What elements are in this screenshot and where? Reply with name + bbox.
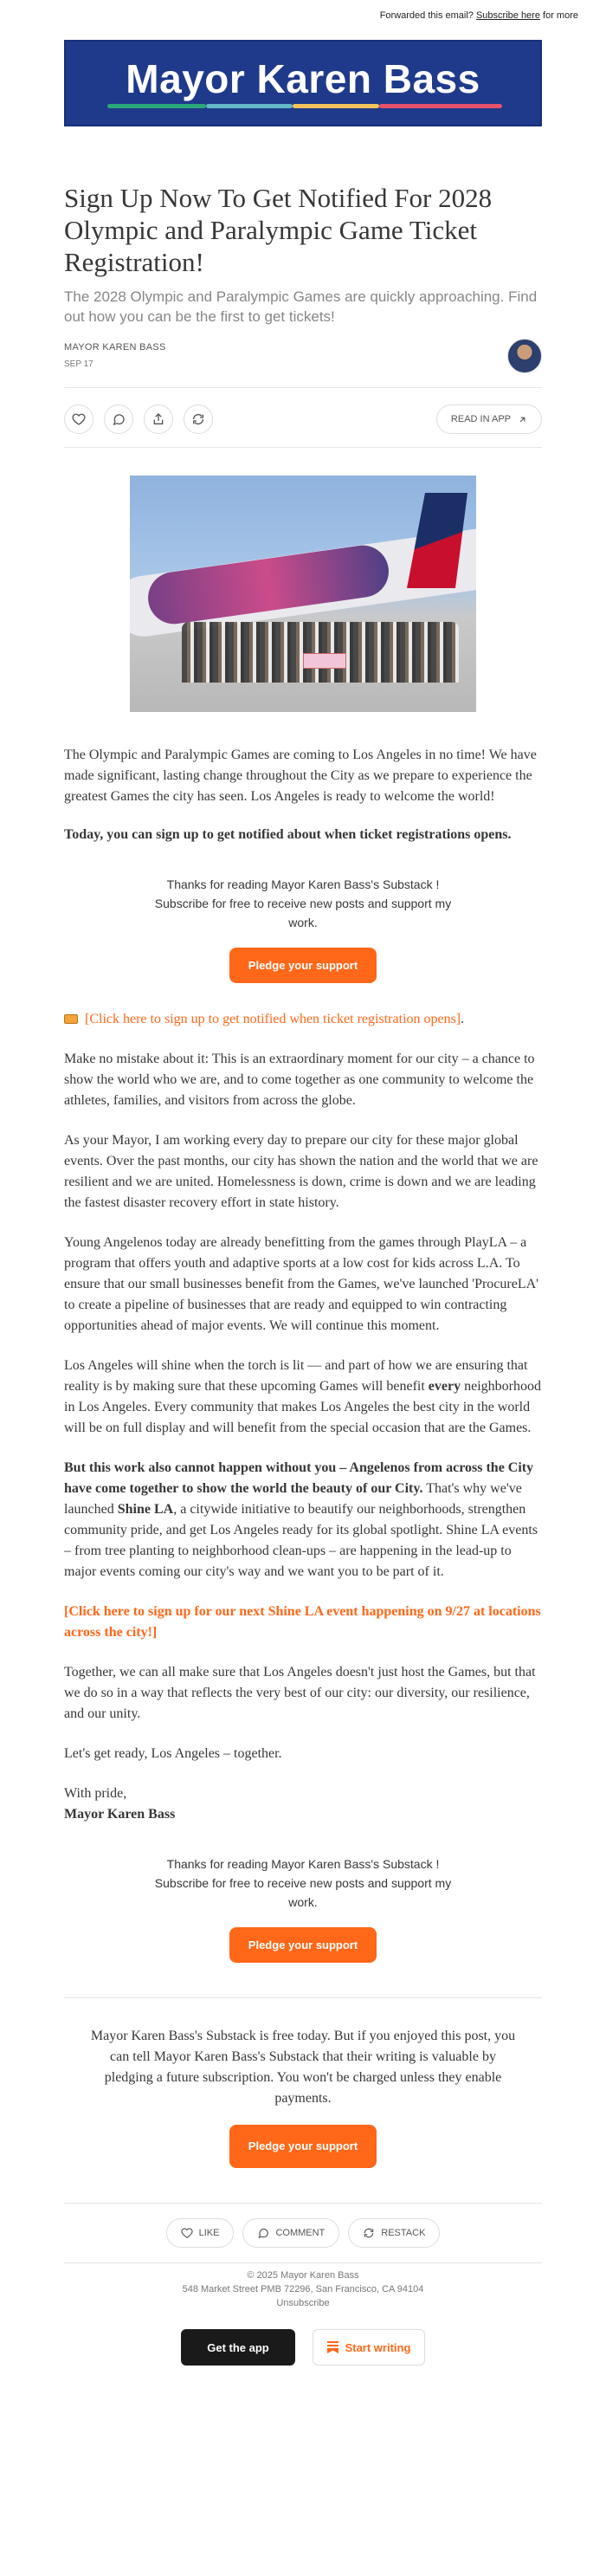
read-in-app-label: READ IN APP	[450, 414, 511, 424]
restack-button[interactable]	[184, 405, 213, 434]
ticket-link-period: .	[461, 1012, 465, 1026]
paragraph-shine-la-a: That's why we've launched	[64, 1481, 522, 1517]
paragraph-shine-la-name: Shine LA	[117, 1502, 174, 1517]
subscribe-cta-bottom	[64, 1854, 542, 1963]
shine-la-link-line	[64, 1602, 542, 1643]
forward-suffix: for more	[543, 10, 578, 21]
paragraph-mayor: As your Mayor, I am working every day to prepare our city for these major global events. Over the past months, our city has shown the nation and the world that we are resilient and we are united. Homelessness is down, crime is down and we are leading the fastest disaster recovery effort in state history.	[64, 1133, 538, 1210]
banner-stripe-yellow	[293, 104, 379, 108]
banner-stripe-teal	[206, 104, 293, 108]
restack-pill-button[interactable]	[348, 2218, 440, 2248]
paragraph-signup-callout: Today, you can sign up to get notified about when ticket registrations opens.	[64, 827, 512, 842]
paragraph-shine	[64, 1356, 542, 1439]
arrow-up-right-icon	[518, 415, 527, 424]
subscribe-cta	[64, 875, 542, 983]
get-app-button[interactable]	[181, 2329, 295, 2366]
paragraph-intro: The Olympic and Paralympic Games are coming to Los Angeles in no time! We have made significant, lasting change throughout the City as we prepare to experience the greatest Games the city has seen. Los Angeles is ready to welcome the world!	[64, 748, 537, 804]
forward-bar	[0, 0, 606, 35]
signature-closing: With pride,	[64, 1786, 127, 1801]
cta-text-bottom: Thanks for reading Mayor Karen Bass's Substack ! Subscribe for free to receive new posts and support my work.	[154, 1857, 452, 1909]
comment-icon	[257, 2227, 269, 2239]
comment-button[interactable]	[104, 405, 133, 434]
read-in-app-button[interactable]	[436, 405, 542, 434]
like-button[interactable]	[64, 405, 93, 434]
banner-title: Mayor Karen Bass	[126, 56, 480, 101]
share-button[interactable]	[144, 405, 173, 434]
restack-label: RESTACK	[381, 2228, 426, 2238]
footer-address: 548 Market Street PMB 72296, San Francisco, CA 94104	[182, 2284, 424, 2294]
restack-icon	[363, 2227, 375, 2239]
signature-name: Mayor Karen Bass	[64, 1807, 176, 1822]
shine-la-event-link[interactable]: [Click here to sign up for our next Shine LA event happening on 9/27 at locations across the city!]	[64, 1604, 541, 1640]
comment-label: COMMENT	[275, 2228, 326, 2238]
paragraph-together: Together, we can all make sure that Los Angeles doesn't just host the Games, but that we do so in a way that reflects the very best of our city: our diversity, our resilience, and our unity.	[64, 1665, 536, 1721]
comment-icon	[112, 412, 126, 426]
paragraph-shine-la	[64, 1458, 542, 1582]
footer-pledge	[64, 2026, 542, 2168]
footer-pledge-button[interactable]: Pledge your support	[229, 2125, 377, 2168]
header-banner[interactable]	[64, 40, 542, 126]
email-footer	[64, 2269, 542, 2310]
paragraph-shine-la-c: , a citywide initiative to beautify our neighborhoods, strengthen community pride, and get Los Angeles ready for its global spotlight. Shine LA events – from tree planting to neighborhood clean-ups – are happening in the lead-up to major events coming our city's way and we want you to be part of it.	[64, 1502, 538, 1579]
unsubscribe-link[interactable]: Unsubscribe	[276, 2298, 330, 2308]
banner-stripe-green	[107, 104, 206, 108]
photo-crowd	[182, 622, 459, 683]
app-buttons	[64, 2329, 542, 2366]
paragraph-moment: Make no mistake about it: This is an extraordinary moment for our city – a chance to show the world who we are, and to come together as one community to welcome the athletes, families, and visitors from across the globe.	[64, 1052, 535, 1108]
cta-text: Thanks for reading Mayor Karen Bass's Substack ! Subscribe for free to receive new posts and support my work.	[154, 877, 452, 929]
content-column	[64, 40, 542, 2366]
banner-stripe-pink	[379, 104, 502, 108]
post-date: SEP 17	[64, 359, 93, 369]
hero-photo[interactable]	[130, 476, 476, 712]
get-app-label: Get the app	[207, 2340, 269, 2354]
like-label: LIKE	[198, 2228, 220, 2238]
author-name[interactable]: MAYOR KAREN BASS	[64, 342, 166, 353]
ticket-icon	[64, 1014, 78, 1024]
post-title[interactable]: Sign Up Now To Get Notified For 2028 Olympic and Paralympic Game Ticket Registration!	[64, 183, 493, 277]
footer-pledge-text: Mayor Karen Bass's Substack is free today. But if you enjoyed this post, you can tell Mayor Karen Bass's Substack that their writing is valuable by pledging a future subscription. You won't be charged unless they enable payments.	[90, 2029, 516, 2106]
restack-icon	[191, 412, 205, 426]
pledge-button-bottom[interactable]: Pledge your support	[229, 1927, 377, 1963]
paragraph-shine-c: neighborhood in Los Angeles. Every community that makes Los Angeles the best city in the world will be on full display and will benefit from the special occasion that are the Games.	[64, 1379, 541, 1435]
section-divider	[64, 1997, 542, 1998]
reactions-bar	[64, 2203, 542, 2263]
paragraph-shine-every: every	[428, 1379, 461, 1394]
subscribe-link[interactable]: Subscribe here	[475, 10, 540, 21]
start-writing-button[interactable]	[313, 2329, 425, 2366]
post-subtitle: The 2028 Olympic and Paralympic Games are quickly approaching. Find out how you can be the first to get tickets!	[64, 288, 538, 325]
footer-copyright: © 2025 Mayor Karen Bass	[247, 2270, 359, 2281]
post-actions-bar	[64, 387, 542, 448]
paragraph-get-ready: Let's get ready, Los Angeles – together.	[64, 1746, 282, 1761]
signature	[64, 1783, 542, 1825]
heart-icon	[181, 2227, 193, 2239]
forward-prefix: Forwarded this email?	[379, 10, 474, 21]
share-icon	[152, 412, 165, 426]
pledge-button[interactable]: Pledge your support	[229, 948, 377, 983]
comment-pill-button[interactable]	[242, 2218, 339, 2248]
paragraph-shine-la-bold: But this work also cannot happen without you – Angelenos from across the City have come together to show the world the beauty of our City.	[64, 1460, 534, 1496]
heart-icon	[72, 412, 86, 426]
paragraph-shine-a: Los Angeles will shine when the torch is lit — and part of how we are ensuring that reality is by making sure that these upcoming Games will benefit	[64, 1358, 528, 1394]
paragraph-young-angelenos: Young Angelenos today are already benefitting from the games through PlayLA – a program that offers youth and adaptive sports at a low cost for kids across L.A. To ensure that our small businesses benefit from the Games, we've launched 'ProcureLA' to create a pipeline of businesses that are ready and equipped to win contracting opportunities ahead of major events. We will continue this moment.	[64, 1235, 539, 1333]
like-pill-button[interactable]	[166, 2218, 235, 2248]
ticket-link-line	[64, 1009, 542, 1030]
start-writing-label: Start writing	[345, 2340, 411, 2354]
substack-logo-icon	[327, 2341, 338, 2353]
post-meta	[64, 342, 542, 384]
ticket-registration-link[interactable]: [Click here to sign up to get notified when ticket registration opens]	[85, 1012, 461, 1026]
author-avatar[interactable]	[507, 339, 542, 373]
photo-sign	[303, 653, 346, 669]
